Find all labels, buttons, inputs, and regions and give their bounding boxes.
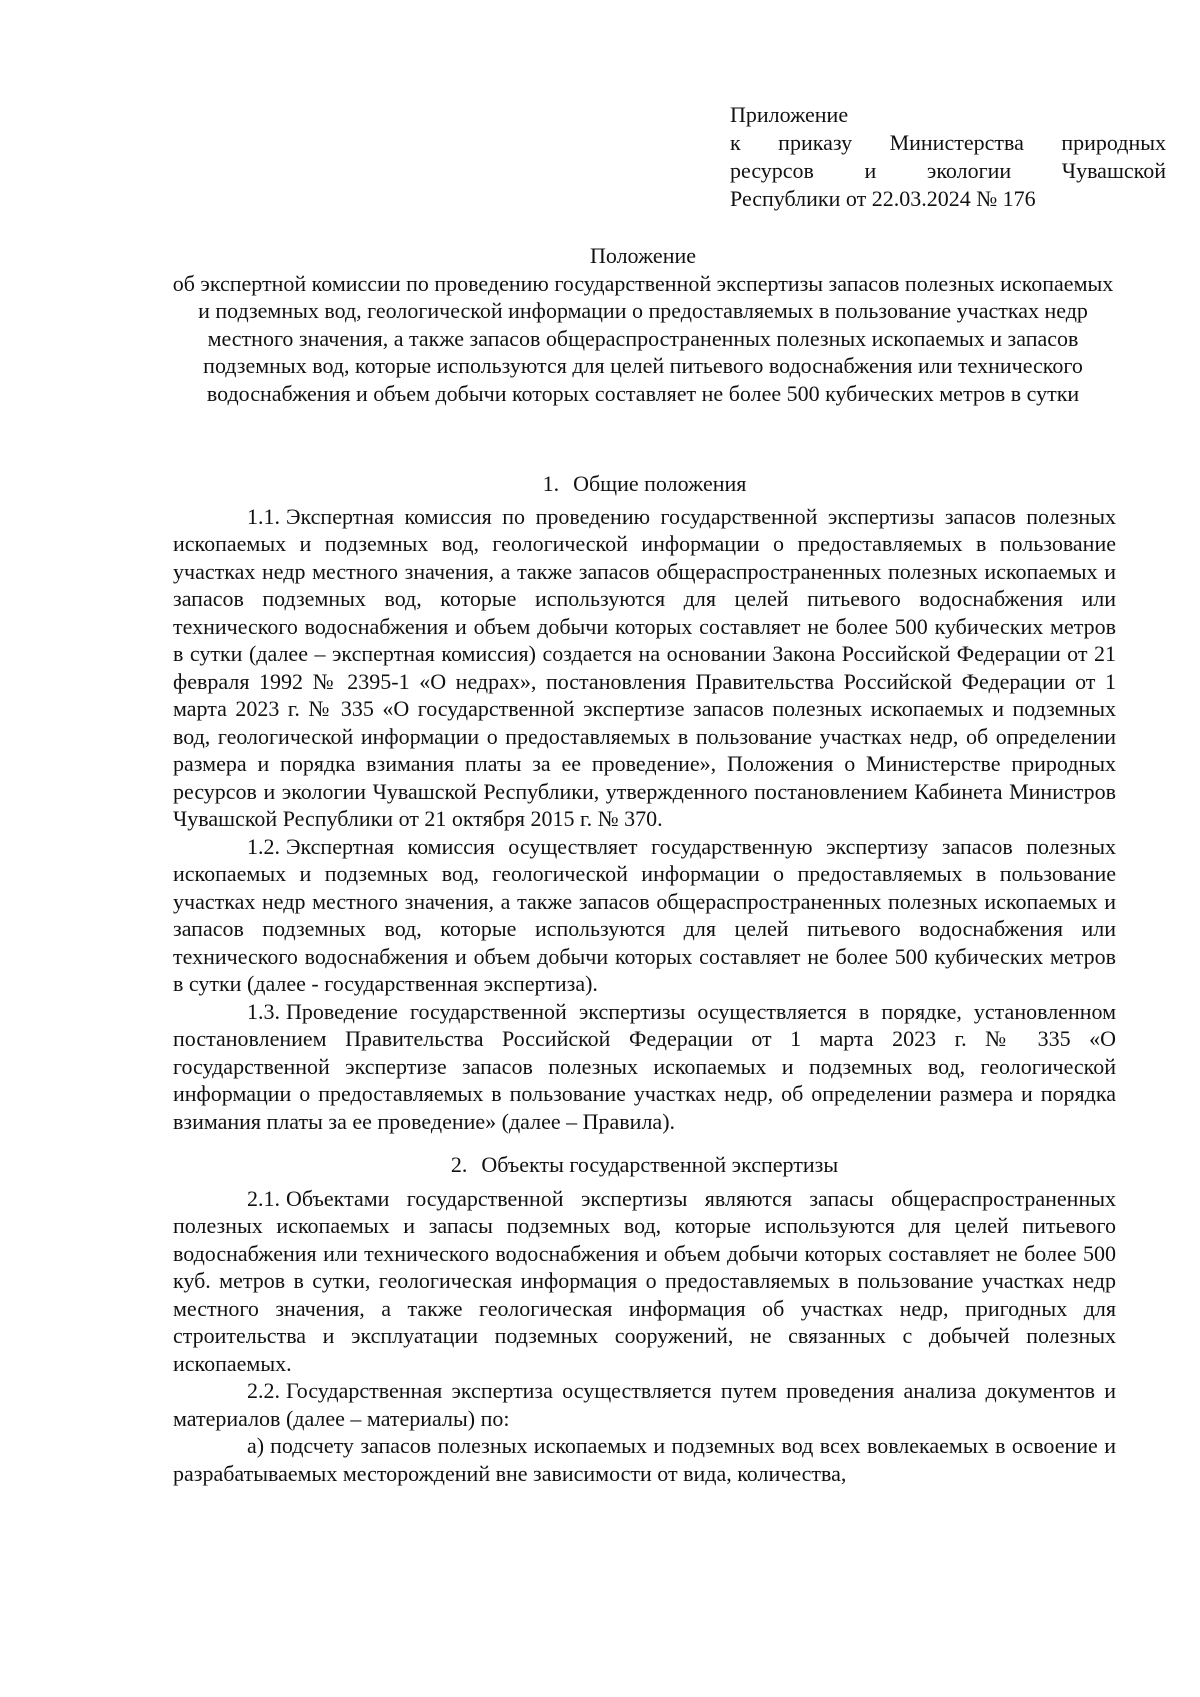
paragraph	[173, 998, 1116, 1136]
section-number: 2.	[450, 1152, 468, 1177]
appendix-line: Республики от 22.03.2024 № 176	[730, 186, 1036, 211]
paragraph	[173, 1432, 1116, 1487]
appendix-block	[730, 101, 1166, 213]
paragraph-number: 1.1.	[247, 503, 280, 529]
paragraph-number: а)	[247, 1433, 265, 1458]
paragraph	[173, 1185, 1116, 1378]
section-number: 1.	[542, 471, 560, 496]
document-subtitle: об экспертной комиссии по проведению государственной экспертизы запасов полезных ископаемых и подземных вод, геологической информации о предоставляемых в пользование участках недр местного значения, а также запасов общераспространенных полезных ископаемых и запасов подземных вод, которые используются для целей питьевого водоснабжения или технического водоснабжения и объем добычи которых составляет не более 500 кубических метров в сутки	[172, 270, 1114, 406]
section-title: Объекты государственной экспертизы	[481, 1152, 839, 1177]
paragraph-number: 2.2.	[247, 1378, 280, 1403]
paragraph-number: 1.3.	[247, 998, 280, 1024]
paragraph-number: 1.2.	[247, 833, 280, 859]
appendix-line: ресурсов и экологии Чувашской	[730, 158, 1166, 183]
paragraph	[173, 1377, 1116, 1432]
paragraph-text: Проведение государственной экспертизы осуществляется в порядке, установленном постановлением Правительства Российской Федерации от 1 марта 2023 г. № 335 «О государственной экспертизе запасов полезных ископаемых и подземных вод, геологической информации о предоставляемых в пользование участках недр, об определении размера и порядка взимания платы за ее проведение» (далее – Правила).	[173, 998, 1116, 1134]
paragraph-text: Государственная экспертиза осуществляется путем проведения анализа документов и материалов (далее – материалы) по:	[173, 1378, 1116, 1431]
paragraph-text: Экспертная комиссия по проведению государственной экспертизы запасов полезных ископаемых и подземных вод, геологической информации о предоставляемых в пользование участках недр местного значения, а также запасов общераспространенных полезных ископаемых и запасов подземных вод, которые используются для целей питьевого водоснабжения или технического водоснабжения и объем добычи которых составляет не более 500 кубических метров в сутки (далее – экспертная комиссия) создается на основании Закона Российской Федерации от 21 февраля 1992 № 2395-1 «О недрах», постановления Правительства Российской Федерации от 1 марта 2023 г. № 335 «О государственной экспертизе запасов полезных ископаемых и подземных вод, геологической информации о предоставляемых в пользование участках недр, об определении размера и порядка взимания платы за ее проведение», Положения о Министерстве природных ресурсов и экологии Чувашской Республики, утвержденного постановлением Кабинета Министров Чувашской Республики от 21 октября 2015 г. № 370.	[173, 503, 1116, 831]
document-body	[173, 470, 1116, 1487]
appendix-title: Приложение	[730, 102, 849, 127]
appendix-line: к приказу Министерства природных	[730, 130, 1166, 155]
paragraph-text: Экспертная комиссия осуществляет государственную экспертизу запасов полезных ископаемых и подземных вод, геологической информации о предоставляемых в пользование участках недр местного значения, а также запасов общераспространенных полезных ископаемых и запасов подземных вод, которые используются для целей питьевого водоснабжения или технического водоснабжения и объем добычи которых составляет не более 500 кубических метров в сутки (далее - государственная экспертиза).	[173, 833, 1116, 996]
section-title: Общие положения	[573, 471, 747, 496]
paragraph-text: подсчету запасов полезных ископаемых и подземных вод всех вовлекаемых в освоение и разрабатываемых месторождений вне зависимости от вида, количества,	[173, 1433, 1116, 1486]
document-title: Положение	[589, 243, 696, 268]
document-title-block	[170, 242, 1116, 407]
section-heading	[173, 1151, 1116, 1179]
paragraph	[173, 833, 1116, 998]
paragraph-number: 2.1.	[247, 1185, 280, 1211]
paragraph	[173, 503, 1116, 833]
section-heading	[173, 470, 1116, 498]
paragraph-text: Объектами государственной экспертизы являются запасы общераспространенных полезных ископаемых и запасы подземных вод, которые используются для целей питьевого водоснабжения или технического водоснабжения и объем добычи которых составляет не более 500 куб. метров в сутки, геологическая информация о предоставляемых в пользование участках недр местного значения, а также геологическая информация об участках недр, пригодных для строительства и эксплуатации подземных сооружений, не связанных с добычей полезных ископаемых.	[173, 1185, 1116, 1376]
